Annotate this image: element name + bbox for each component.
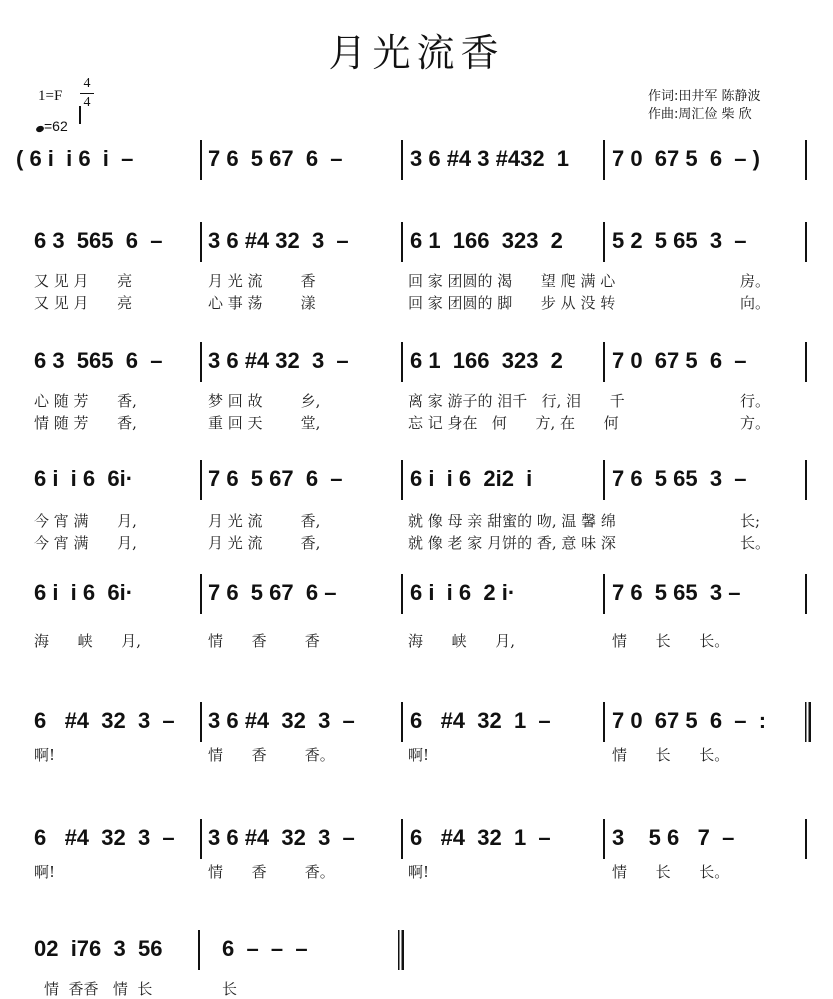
measure: 7 0 67 5 6 – )	[612, 146, 760, 171]
barline	[805, 460, 807, 500]
barline	[200, 460, 202, 500]
notation-line	[0, 572, 833, 616]
lyric: 啊!	[408, 863, 430, 881]
measure: 6 1 166 323 2	[410, 228, 563, 253]
time-signature-divider	[80, 93, 94, 94]
barline	[603, 460, 605, 500]
lyric: 海 峡 月,	[34, 632, 141, 650]
lyric: 梦 回 故 乡,	[208, 392, 321, 410]
barline	[603, 819, 605, 859]
notation-line	[0, 220, 833, 264]
measure: 6 #4 32 1 –	[410, 825, 551, 850]
measure: 6 1 166 323 2	[410, 348, 563, 373]
time-signature: 4 4	[80, 76, 94, 111]
barline	[401, 342, 403, 382]
measure: 6 3 565 6 –	[34, 348, 163, 373]
measure: 3 6 #4 32 3 –	[208, 348, 349, 373]
lyric: 重 回 天 堂,	[208, 414, 321, 432]
barline	[805, 819, 807, 859]
measure: 6 i i 6 6i·	[34, 580, 134, 605]
barline	[200, 342, 202, 382]
notation-line	[0, 817, 833, 861]
lyric: 情 香 香。	[208, 863, 335, 881]
lyric: 离 家 游子的 泪千 行, 泪 千	[408, 392, 625, 410]
barline	[805, 342, 807, 382]
measure: 6 i i 6 6i·	[34, 466, 134, 491]
barline	[401, 222, 403, 262]
barline	[603, 222, 605, 262]
barline	[401, 819, 403, 859]
lyric: 回 家 团圆的 渴 望 爬 满 心	[408, 272, 616, 290]
barline	[401, 140, 403, 180]
measure: 6 – – –	[222, 936, 308, 961]
final-barline	[398, 930, 404, 970]
lyric: 就 像 老 家 月饼的 香, 意 味 深	[408, 534, 616, 552]
measure: 3 6 #4 32 3 –	[208, 825, 355, 850]
barline	[200, 140, 202, 180]
lyric: 心 事 荡 漾	[208, 294, 316, 312]
measure: 3 6 #4 32 3 –	[208, 228, 349, 253]
key-signature: 1=F	[38, 88, 63, 104]
notation-line	[0, 458, 833, 502]
lyric: 情 香香 情 长	[44, 980, 153, 998]
barline	[401, 460, 403, 500]
lyric: 海 峡 月,	[408, 632, 515, 650]
lyric: 情 香 香。	[208, 746, 335, 764]
lyric: 啊!	[34, 863, 56, 881]
barline	[200, 222, 202, 262]
barline	[200, 574, 202, 614]
notation-line	[0, 340, 833, 384]
lyric: 长;	[740, 512, 761, 530]
lyric: 忘 记 身在 何 方, 在 何	[408, 414, 619, 432]
barline	[603, 140, 605, 180]
lyric: 又 见 月 亮	[34, 272, 133, 290]
lyric: 回 家 团圆的 脚 步 从 没 转	[408, 294, 616, 312]
song-title: 月光流香	[328, 31, 505, 75]
lyric: 方。	[740, 414, 771, 432]
measure: 02 i76 3 56	[34, 936, 163, 961]
measure: 6 i i 6 2i2 i	[410, 466, 533, 491]
lyric: 啊!	[34, 746, 56, 764]
measure: 6 3 565 6 –	[34, 228, 163, 253]
measure: 6 #4 32 1 –	[410, 708, 551, 733]
measure: 3 6 #4 3 #432 1	[410, 146, 570, 171]
barline	[401, 702, 403, 742]
measure: 7 0 67 5 6 – :	[612, 708, 767, 733]
lyric: 行。	[740, 392, 771, 410]
barline	[200, 819, 202, 859]
measure: 6 i i 6 2 i·	[410, 580, 516, 605]
repeat-barline	[805, 702, 811, 742]
lyric: 情 随 芳 香,	[34, 414, 137, 432]
measure: 7 0 67 5 6 –	[612, 348, 747, 373]
barline	[805, 140, 807, 180]
lyric: 心 随 芳 香,	[34, 392, 137, 410]
composer: 作曲:周汇俭 柴 欣	[648, 107, 752, 122]
measure: 7 6 5 65 3 –	[612, 580, 741, 605]
lyric: 月 光 流 香,	[208, 512, 321, 530]
barline	[603, 702, 605, 742]
notation-line	[0, 928, 833, 972]
lyric: 月 光 流 香	[208, 272, 316, 290]
barline	[805, 574, 807, 614]
measure: 5 2 5 65 3 –	[612, 228, 747, 253]
lyric: 又 见 月 亮	[34, 294, 133, 312]
lyric: 情 长 长。	[612, 863, 730, 881]
lyric: 情 长 长。	[612, 632, 730, 650]
lyric: 房。	[740, 272, 771, 290]
lyric: 情 香 香	[208, 632, 320, 650]
lyric: 长	[222, 980, 238, 998]
barline	[198, 930, 200, 970]
measure: 6 #4 32 3 –	[34, 825, 175, 850]
barline	[603, 342, 605, 382]
lyric: 长。	[740, 534, 771, 552]
credits	[648, 88, 761, 124]
quarter-note-stem	[79, 106, 81, 124]
notation-line	[0, 700, 833, 744]
measure: 7 6 5 67 6 –	[208, 466, 343, 491]
measure: 7 6 5 67 6 –	[208, 580, 337, 605]
lyric: 啊!	[408, 746, 430, 764]
barline	[805, 222, 807, 262]
measure: ( 6 i i 6 i –	[16, 146, 134, 171]
notation-line	[0, 138, 833, 182]
measure: 7 6 5 65 3 –	[612, 466, 747, 491]
barline	[401, 574, 403, 614]
lyric: 情 长 长。	[612, 746, 730, 764]
barline	[603, 574, 605, 614]
lyric: 今 宵 满 月,	[34, 512, 137, 530]
lyricist: 作词:田井军 陈静波	[648, 89, 761, 104]
tempo-marking: =62	[36, 118, 68, 134]
lyric: 向。	[740, 294, 771, 312]
measure: 3 6 #4 32 3 –	[208, 708, 355, 733]
lyric: 月 光 流 香,	[208, 534, 321, 552]
barline	[200, 702, 202, 742]
measure: 3 5 6 7 –	[612, 825, 735, 850]
lyric: 今 宵 满 月,	[34, 534, 137, 552]
measure: 6 #4 32 3 –	[34, 708, 175, 733]
lyric: 就 像 母 亲 甜蜜的 吻, 温 馨 绵	[408, 512, 616, 530]
measure: 7 6 5 67 6 –	[208, 146, 343, 171]
